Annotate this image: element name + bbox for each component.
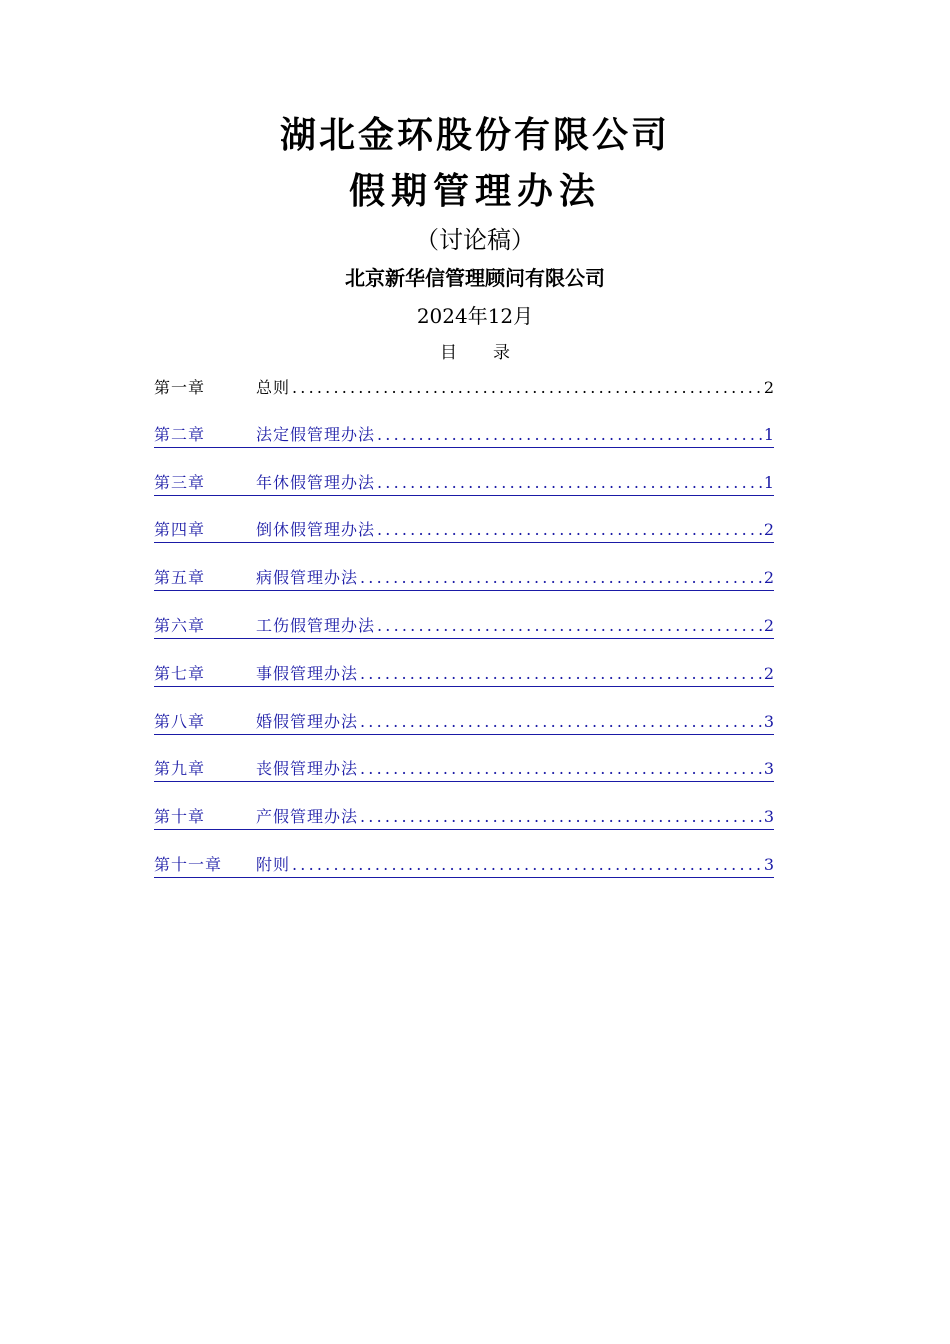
- toc-chapter-label: 第九章: [154, 759, 206, 779]
- toc-entry-3[interactable]: [154, 471, 774, 496]
- toc-leader-dots: [360, 662, 762, 686]
- toc-entry-4[interactable]: [154, 518, 774, 543]
- toc-page-number: 2: [763, 615, 774, 635]
- toc-page-number: 3: [763, 854, 774, 874]
- toc-entry-7[interactable]: [154, 662, 774, 687]
- toc-chapter-label: 第三章: [154, 472, 206, 492]
- toc-chapter-name: 法定假管理办法: [256, 424, 376, 444]
- toc-chapter-label: 第八章: [154, 711, 206, 731]
- toc-chapter-name: 工伤假管理办法: [256, 615, 376, 635]
- toc-page-number: 3: [763, 759, 774, 779]
- toc-chapter-name: 事假管理办法: [256, 663, 359, 683]
- toc-page-number: 2: [763, 663, 774, 683]
- toc-leader-dots: [360, 710, 762, 734]
- toc-page-number: 1: [763, 472, 774, 492]
- document-title: 假期管理办法: [348, 171, 601, 212]
- draft-label: （讨论稿）: [415, 226, 535, 254]
- toc-page-number: 2: [763, 378, 774, 397]
- consultant-name: 北京新华信管理顾问有限公司: [345, 266, 605, 290]
- toc-entry-10[interactable]: [154, 805, 774, 830]
- toc-chapter-label: 第六章: [154, 615, 206, 635]
- toc-leader-dots: [360, 566, 762, 590]
- toc-heading: 目录: [440, 343, 546, 363]
- toc-page-number: 2: [763, 520, 774, 540]
- toc-entry-9[interactable]: [154, 757, 774, 782]
- toc-chapter-name: 年休假管理办法: [256, 472, 376, 492]
- toc-chapter-name: 丧假管理办法: [256, 759, 359, 779]
- toc-entry-5[interactable]: [154, 566, 774, 591]
- toc-page-number: 1: [763, 424, 774, 444]
- table-of-contents: [154, 376, 774, 901]
- toc-chapter-name: 病假管理办法: [256, 568, 359, 588]
- toc-page-number: 3: [763, 711, 774, 731]
- toc-entry-6[interactable]: [154, 614, 774, 639]
- toc-chapter-label: 第一章: [154, 378, 206, 397]
- toc-leader-dots: [377, 471, 762, 495]
- toc-leader-dots: [377, 614, 762, 638]
- toc-page-number: 2: [763, 568, 774, 588]
- toc-chapter-name: 倒休假管理办法: [256, 520, 376, 540]
- toc-entry-1[interactable]: [154, 376, 774, 400]
- toc-leader-dots: [360, 805, 762, 829]
- toc-entry-8[interactable]: [154, 710, 774, 735]
- toc-chapter-label: 第五章: [154, 568, 206, 588]
- toc-chapter-name: 产假管理办法: [256, 807, 359, 827]
- toc-leader-dots: [292, 853, 762, 877]
- toc-chapter-name: 总则: [256, 378, 291, 397]
- toc-chapter-label: 第十一章: [154, 854, 223, 874]
- toc-chapter-label: 第七章: [154, 663, 206, 683]
- toc-leader-dots: [377, 518, 762, 542]
- toc-leader-dots: [292, 376, 762, 400]
- toc-chapter-label: 第二章: [154, 424, 206, 444]
- toc-entry-11[interactable]: [154, 853, 774, 878]
- toc-chapter-name: 附则: [256, 854, 291, 874]
- toc-chapter-label: 第十章: [154, 807, 206, 827]
- toc-chapter-name: 婚假管理办法: [256, 711, 359, 731]
- company-title: 湖北金环股份有限公司: [279, 115, 670, 156]
- toc-page-number: 3: [763, 807, 774, 827]
- toc-entry-2[interactable]: [154, 423, 774, 448]
- document-date: 2024年12月: [416, 304, 534, 328]
- toc-leader-dots: [377, 423, 762, 447]
- toc-chapter-label: 第四章: [154, 520, 206, 540]
- toc-leader-dots: [360, 757, 762, 781]
